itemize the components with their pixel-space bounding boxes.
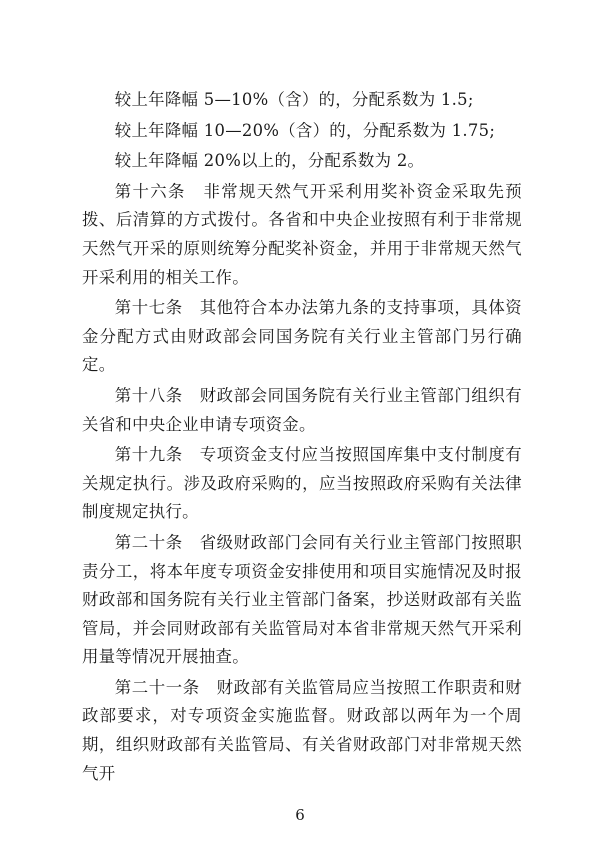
document-body (82, 86, 522, 788)
article-17: 第十七条 其他符合本办法第九条的支持事项，具体资金分配方式由财政部会同国务院有关行业主管部门另行确定。 (82, 298, 522, 375)
article-18: 第十八条 财政部会同国务院有关行业主管部门组织有关省和中央企业申请专项资金。 (82, 385, 522, 434)
article-20: 第二十条 省级财政部门会同有关行业主管部门按照职责分工，将本年度专项资金安排使用和项目实施情况及时报财政部和国务院有关行业主管部门备案，抄送财政部有关监管局，并会同财政部有关监管局对本省非常规天然气开采利用量等情况开展抽查。 (82, 532, 522, 667)
article-16: 第十六条 非常规天然气开采利用奖补资金采取先预拨、后清算的方式拨付。各省和中央企业按照有利于非常规天然气开采的原则统筹分配奖补资金，并用于非常规天然气开采利用的相关工作。 (82, 181, 522, 287)
paragraph-decline-over-20: 较上年降幅 20%以上的，分配系数为 2。 (114, 151, 425, 171)
article-21: 第二十一条 财政部有关监管局应当按照工作职责和财政部要求，对专项资金实施监督。财政部以两年为一个周期，组织财政部有关监管局、有关省财政部门对非常规天然气开 (82, 677, 522, 783)
article-19: 第十九条 专项资金支付应当按照国库集中支付制度有关规定执行。涉及政府采购的，应当按照政府采购有关法律制度规定执行。 (82, 445, 522, 522)
page-number: 6 (295, 806, 305, 824)
paragraph-decline-10-20: 较上年降幅 10—20%（含）的，分配系数为 1.75; (114, 120, 496, 140)
paragraph-decline-5-10: 较上年降幅 5—10%（含）的，分配系数为 1.5; (114, 90, 474, 109)
